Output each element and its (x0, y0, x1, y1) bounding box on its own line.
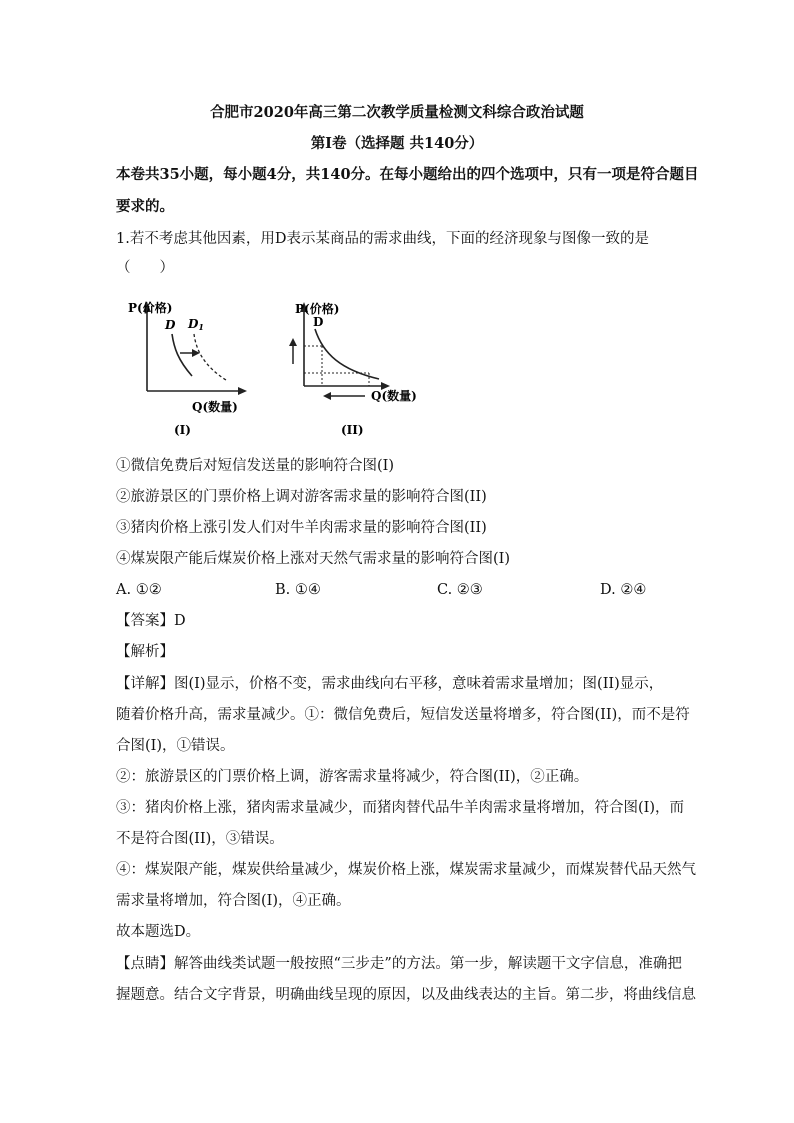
statement-4: ④煤炭限产能后煤炭价格上涨对天然气需求量的影响符合图(I) (116, 551, 511, 567)
option-a: A. ①② (116, 582, 162, 598)
option-c: C. ②③ (437, 582, 483, 598)
figure-2-curve-d-label: D (313, 315, 324, 329)
instructions-line-2: 要求的。 (116, 198, 174, 215)
statement-1: ①微信免费后对短信发送量的影响符合图(I) (116, 458, 395, 474)
price-up-arrow (289, 338, 297, 346)
exam-title: 合肥市2020年高三第二次教学质量检测文科综合政治试题 (210, 104, 584, 121)
analysis-line-5: ③：猪肉价格上涨，猪肉需求量减少，而猪肉替代品牛羊肉需求量将增加，符合图(I)，而 (116, 800, 685, 816)
figure-2-caption: (II) (341, 423, 364, 437)
figure-2-y-label: P(价格) (295, 302, 340, 316)
answer: 【答案】D (116, 613, 186, 629)
statement-2: ②旅游景区的门票价格上调对游客需求量的影响符合图(II) (116, 489, 487, 505)
figure-1-curve-d1-label: D1 (188, 317, 204, 332)
statement-3: ③猪肉价格上涨引发人们对牛羊肉需求量的影响符合图(II) (116, 520, 487, 536)
demand-curve-d (315, 329, 379, 379)
figure-1-y-label: P(价格) (128, 301, 173, 315)
analysis-line-8: 需求量将增加，符合图(I)，④正确。 (116, 893, 351, 909)
analysis-line-2: 随着价格升高，需求量减少。①：微信免费后，短信发送量将增多，符合图(II)，而不是符 (116, 707, 690, 723)
analysis-heading: 【解析】 (116, 644, 174, 660)
figure-1 (122, 296, 252, 441)
answer-blank: （ ） (116, 260, 174, 276)
analysis-line-4: ②：旅游景区的门票价格上调，游客需求量将减少，符合图(II)，②正确。 (116, 769, 589, 785)
analysis-line-11: 握题意。结合文字背景，明确曲线呈现的原因，以及曲线表达的主旨。第二步，将曲线信息 (116, 987, 696, 1003)
question-stem: 1.若不考虑其他因素，用D表示某商品的需求曲线，下面的经济现象与图像一致的是 (116, 231, 649, 247)
analysis-line-7: ④：煤炭限产能，煤炭供给量减少，煤炭价格上涨，煤炭需求量减少，而煤炭替代品天然气 (116, 862, 696, 878)
figure-2 (283, 296, 423, 441)
analysis-line-10: 【点睛】解答曲线类试题一般按照“三步走”的方法。第一步，解读题干文字信息，准确把 (116, 956, 682, 972)
option-b: B. ①④ (275, 582, 321, 598)
analysis-line-9: 故本题选D。 (116, 924, 201, 940)
section-subtitle: 第I卷（选择题 共140分） (310, 135, 484, 152)
figure-1-curve-d-label: D (165, 318, 176, 332)
figure-1-caption: (I) (174, 423, 191, 437)
analysis-line-3: 合图(I)，①错误。 (116, 738, 235, 754)
demand-curve-d1 (194, 334, 226, 380)
figure-2-x-label: Q(数量) (371, 389, 417, 403)
instructions-line-1: 本卷共35小题，每小题4分，共140分。在每小题给出的四个选项中，只有一项是符合题目 (116, 166, 699, 183)
quantity-down-arrow (323, 392, 331, 400)
figure-1-x-label: Q(数量) (192, 400, 238, 414)
demand-curve-d (172, 334, 192, 376)
analysis-line-6: 不是符合图(II)，③错误。 (116, 831, 284, 847)
option-d: D. ②④ (600, 582, 647, 598)
analysis-line-1: 【详解】图(I)显示，价格不变，需求曲线向右平移，意味着需求量增加；图(II)显示， (116, 676, 664, 692)
